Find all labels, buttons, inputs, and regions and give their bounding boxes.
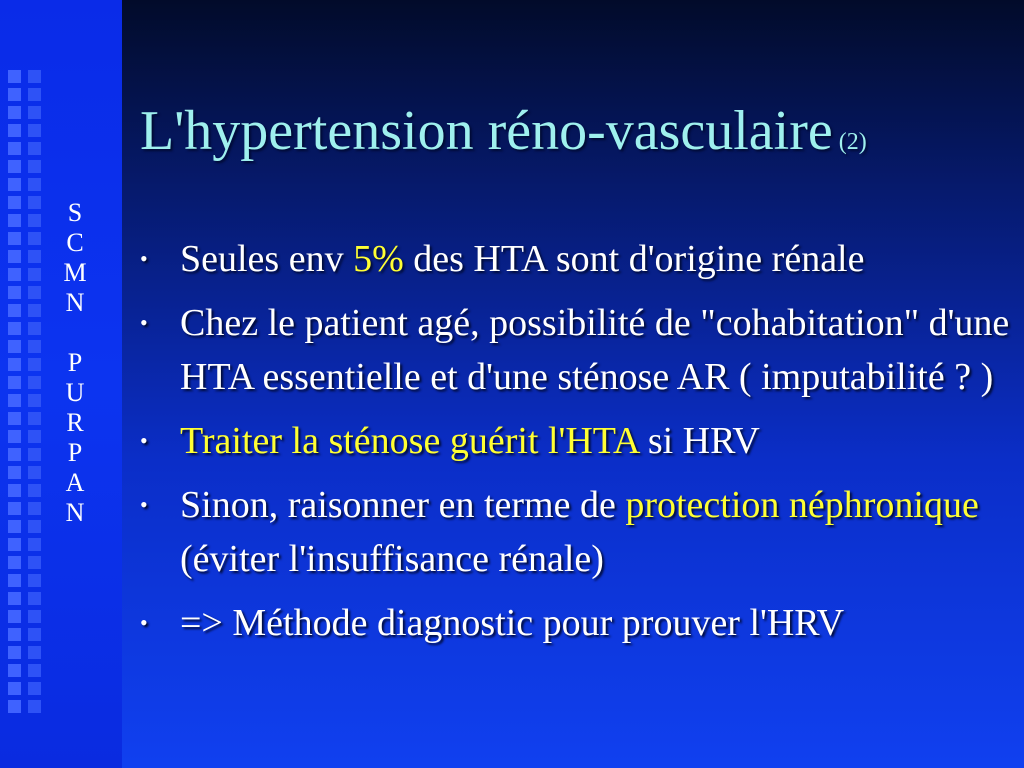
bullet-icon: • bbox=[140, 492, 148, 517]
decorative-square bbox=[28, 394, 41, 407]
decorative-square bbox=[8, 214, 21, 227]
decorative-square bbox=[28, 538, 41, 551]
decorative-square bbox=[28, 574, 41, 587]
decorative-square bbox=[8, 250, 21, 263]
bullet-highlight: Traiter la sténose guérit l'HTA bbox=[180, 420, 639, 462]
decorative-square bbox=[8, 502, 21, 515]
sidebar bbox=[0, 0, 122, 768]
decorative-square bbox=[8, 196, 21, 209]
bullet-text: (éviter l'insuffisance rénale) bbox=[180, 538, 604, 580]
decorative-square bbox=[8, 628, 21, 641]
slide-title bbox=[140, 96, 1010, 177]
bullet-item bbox=[140, 596, 1010, 650]
decorative-square bbox=[28, 178, 41, 191]
decorative-square bbox=[28, 628, 41, 641]
sidebar-letter: N bbox=[65, 288, 85, 317]
sidebar-letter: P bbox=[67, 348, 83, 377]
decorative-square bbox=[8, 106, 21, 119]
decorative-square bbox=[8, 124, 21, 137]
decorative-square bbox=[28, 376, 41, 389]
decorative-square bbox=[28, 214, 41, 227]
bullet-item bbox=[140, 414, 1010, 468]
sidebar-letter: R bbox=[66, 408, 84, 437]
bullet-icon: • bbox=[140, 428, 148, 453]
bullet-list bbox=[140, 232, 1010, 660]
decorative-square bbox=[8, 664, 21, 677]
decorative-square bbox=[8, 592, 21, 605]
decorative-square bbox=[8, 574, 21, 587]
decorative-square bbox=[8, 268, 21, 281]
sidebar-letter: U bbox=[65, 378, 85, 407]
decorative-square bbox=[8, 142, 21, 155]
decorative-square bbox=[28, 412, 41, 425]
sidebar-letter: N bbox=[65, 498, 85, 527]
decorative-square bbox=[8, 70, 21, 83]
decorative-square bbox=[28, 484, 41, 497]
sidebar-letter: P bbox=[67, 438, 83, 467]
decorative-square bbox=[8, 178, 21, 191]
sidebar-letter: S bbox=[67, 198, 83, 227]
decorative-square bbox=[8, 394, 21, 407]
decorative-square bbox=[28, 106, 41, 119]
decorative-square bbox=[8, 304, 21, 317]
bullet-item bbox=[140, 478, 1010, 586]
decorative-square bbox=[8, 700, 21, 713]
decorative-square bbox=[28, 160, 41, 173]
decorative-square bbox=[28, 304, 41, 317]
decorative-square bbox=[28, 88, 41, 101]
bullet-highlight: protection néphronique bbox=[625, 484, 979, 526]
sidebar-letter: M bbox=[63, 258, 87, 287]
slide-title-suffix: (2) bbox=[838, 129, 867, 155]
bullet-icon: • bbox=[140, 246, 148, 271]
decorative-square bbox=[28, 466, 41, 479]
slide-title-text: L'hypertension réno-vasculaire bbox=[140, 100, 833, 162]
decorative-square bbox=[28, 520, 41, 533]
bullet-item bbox=[140, 232, 1010, 286]
decorative-square bbox=[28, 196, 41, 209]
decorative-square bbox=[28, 250, 41, 263]
decorative-square-column-left bbox=[8, 0, 22, 768]
decorative-square bbox=[8, 88, 21, 101]
decorative-square bbox=[8, 466, 21, 479]
decorative-square bbox=[8, 484, 21, 497]
decorative-square bbox=[28, 610, 41, 623]
decorative-square bbox=[28, 142, 41, 155]
decorative-square bbox=[28, 700, 41, 713]
decorative-square bbox=[8, 646, 21, 659]
decorative-square bbox=[8, 520, 21, 533]
decorative-square bbox=[8, 610, 21, 623]
decorative-square bbox=[8, 412, 21, 425]
sidebar-vertical-text bbox=[52, 198, 98, 528]
decorative-square bbox=[8, 160, 21, 173]
bullet-text: Seules env bbox=[180, 238, 354, 280]
decorative-square bbox=[28, 430, 41, 443]
bullet-icon: • bbox=[140, 610, 148, 635]
decorative-square bbox=[28, 124, 41, 137]
decorative-square bbox=[8, 682, 21, 695]
decorative-square bbox=[28, 592, 41, 605]
decorative-square bbox=[28, 556, 41, 569]
decorative-square bbox=[8, 340, 21, 353]
decorative-square bbox=[8, 538, 21, 551]
bullet-item bbox=[140, 296, 1010, 404]
decorative-square bbox=[8, 358, 21, 371]
decorative-square bbox=[28, 682, 41, 695]
decorative-square bbox=[28, 232, 41, 245]
decorative-square-column-right bbox=[28, 0, 42, 768]
decorative-square bbox=[28, 646, 41, 659]
sidebar-letter: A bbox=[65, 468, 85, 497]
decorative-square bbox=[28, 322, 41, 335]
decorative-square bbox=[8, 376, 21, 389]
decorative-square bbox=[28, 448, 41, 461]
decorative-square bbox=[8, 286, 21, 299]
bullet-text: si HRV bbox=[638, 420, 760, 462]
bullet-text: des HTA sont d'origine rénale bbox=[403, 238, 865, 280]
decorative-square bbox=[28, 340, 41, 353]
decorative-square bbox=[28, 358, 41, 371]
decorative-square bbox=[28, 502, 41, 515]
sidebar-letter: C bbox=[66, 228, 84, 257]
bullet-icon: • bbox=[140, 310, 148, 335]
decorative-square bbox=[28, 664, 41, 677]
decorative-square bbox=[8, 322, 21, 335]
decorative-square bbox=[8, 448, 21, 461]
decorative-square bbox=[8, 232, 21, 245]
decorative-square bbox=[8, 556, 21, 569]
decorative-square bbox=[8, 430, 21, 443]
decorative-square bbox=[28, 268, 41, 281]
decorative-square bbox=[28, 70, 41, 83]
decorative-square bbox=[28, 286, 41, 299]
bullet-text: Chez le patient agé, possibilité de "cohabitation" d'une HTA essentielle et d'une sténose AR ( imputabilité ? ) bbox=[180, 302, 1010, 398]
bullet-text: => Méthode diagnostic pour prouver l'HRV bbox=[180, 602, 845, 644]
bullet-highlight: 5% bbox=[353, 238, 404, 280]
bullet-text: Sinon, raisonner en terme de bbox=[180, 484, 626, 526]
